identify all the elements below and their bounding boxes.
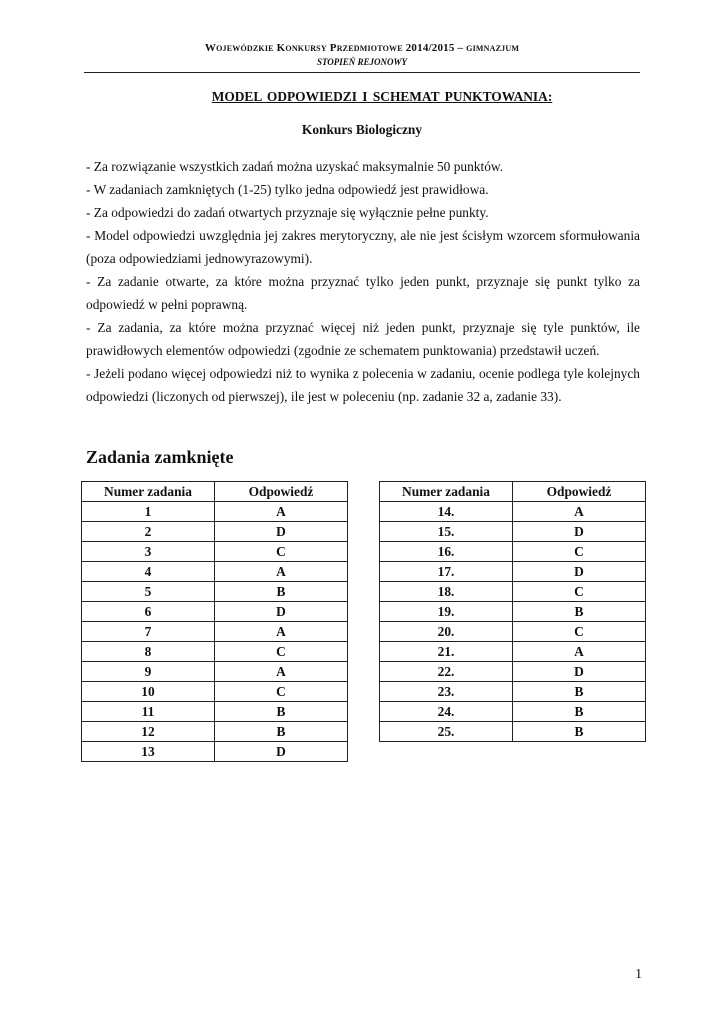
task-number-cell: 18.: [380, 582, 513, 602]
answer-cell: B: [513, 602, 646, 622]
task-number-cell: 1: [82, 502, 215, 522]
task-number-cell: 15.: [380, 522, 513, 542]
header-part: W: [204, 42, 217, 54]
table-row: [380, 502, 646, 522]
table-row: [82, 542, 348, 562]
table-row: [380, 722, 646, 742]
table-row: [82, 582, 348, 602]
answer-cell: D: [215, 522, 348, 542]
task-number-cell: 13: [82, 742, 215, 762]
task-number-cell: 9: [82, 662, 215, 682]
task-number-cell: 23.: [380, 682, 513, 702]
answer-cell: D: [513, 522, 646, 542]
task-number-cell: 17.: [380, 562, 513, 582]
table-row: [82, 522, 348, 542]
table-row: [82, 722, 348, 742]
answer-cell: B: [513, 702, 646, 722]
answer-cell: D: [215, 602, 348, 622]
rule-item: - Model odpowiedzi uwzględnia jej zakres merytoryczny, ale nie jest ścisłym wzorcem sformułowania (poza odpowiedziami jednowyrazowymi).: [86, 228, 640, 266]
answer-cell: C: [215, 642, 348, 662]
task-number-cell: 24.: [380, 702, 513, 722]
column-header: Numer zadania: [380, 482, 513, 502]
rules-list: [86, 155, 640, 408]
header-divider: [84, 72, 640, 73]
rule-item: - Za rozwiązanie wszystkich zadań można uzyskać maksymalnie 50 punktów.: [86, 159, 504, 174]
header-part: gimnazjum: [466, 42, 520, 54]
table-row: [82, 742, 348, 762]
answer-cell: C: [215, 542, 348, 562]
task-number-cell: 22.: [380, 662, 513, 682]
answer-cell: C: [513, 542, 646, 562]
task-number-cell: 11: [82, 702, 215, 722]
task-number-cell: 6: [82, 602, 215, 622]
answer-cell: A: [513, 502, 646, 522]
task-number-cell: 5: [82, 582, 215, 602]
header-part: K: [276, 42, 286, 54]
header-part: 2014/2015 –: [402, 42, 467, 54]
table-row: [82, 502, 348, 522]
task-number-cell: 14.: [380, 502, 513, 522]
answer-cell: B: [215, 582, 348, 602]
table-row: [82, 622, 348, 642]
task-number-cell: 19.: [380, 602, 513, 622]
task-number-cell: 12: [82, 722, 215, 742]
answer-cell: B: [215, 702, 348, 722]
task-number-cell: 7: [82, 622, 215, 642]
table-row: [380, 642, 646, 662]
answer-cell: C: [215, 682, 348, 702]
task-number-cell: 16.: [380, 542, 513, 562]
rule-item: - Jeżeli podano więcej odpowiedzi niż to wynika z polecenia w zadaniu, ocenie podlega tyle kolejnych odpowiedzi (liczonych od pierwszej), ile jest w poleceniu (np. zadanie 32 a, zadanie 33).: [86, 366, 640, 404]
answer-table-left: [81, 481, 348, 762]
column-header: Odpowiedź: [513, 482, 646, 502]
column-header: Numer zadania: [82, 482, 215, 502]
answer-cell: C: [513, 622, 646, 642]
answer-cell: A: [215, 562, 348, 582]
answer-cell: D: [513, 562, 646, 582]
answer-cell: B: [513, 682, 646, 702]
section-title: Zadania zamknięte: [86, 447, 234, 467]
table-row: [380, 622, 646, 642]
header-part: onkursy: [285, 42, 330, 54]
column-header: Odpowiedź: [215, 482, 348, 502]
document-title: MODEL ODPOWIEDZI I SCHEMAT PUNKTOWANIA:: [211, 89, 553, 104]
rule-item: - Za zadanie otwarte, za które można przyznać tylko jeden punkt, przyznaje się punkt tylko za odpowiedź w pełni poprawną.: [86, 274, 640, 312]
header-part: rzedmiotowe: [336, 42, 403, 54]
table-row: [380, 582, 646, 602]
table-body: [82, 502, 348, 762]
task-number-cell: 25.: [380, 722, 513, 742]
table-row: [380, 682, 646, 702]
table-header-row: [380, 482, 646, 502]
table-body: [380, 502, 646, 742]
answer-cell: A: [215, 502, 348, 522]
task-number-cell: 3: [82, 542, 215, 562]
answer-cell: A: [215, 662, 348, 682]
table-row: [82, 602, 348, 622]
table-row: [380, 702, 646, 722]
table-row: [380, 562, 646, 582]
table-row: [380, 542, 646, 562]
table-row: [380, 522, 646, 542]
task-number-cell: 10: [82, 682, 215, 702]
rule-item: - W zadaniach zamkniętych (1-25) tylko jedna odpowiedź jest prawidłowa.: [86, 182, 489, 197]
task-number-cell: 4: [82, 562, 215, 582]
answer-cell: D: [513, 662, 646, 682]
task-number-cell: 21.: [380, 642, 513, 662]
table-row: [82, 562, 348, 582]
answer-cell: D: [215, 742, 348, 762]
answer-cell: B: [513, 722, 646, 742]
rule-item: - Za zadania, za które można przyznać więcej niż jeden punkt, przyznaje się tyle punktów, ile prawidłowych elementów odpowiedzi (zgodnie ze schematem punktowania) przedstawił uczeń.: [86, 320, 640, 358]
header-part: ojewódzkie: [216, 42, 277, 54]
task-number-cell: 8: [82, 642, 215, 662]
table-row: [82, 682, 348, 702]
table-row: [82, 642, 348, 662]
page-number: 1: [635, 966, 642, 981]
answer-cell: C: [513, 582, 646, 602]
table-row: [82, 662, 348, 682]
table-row: [82, 702, 348, 722]
answer-cell: A: [215, 622, 348, 642]
rule-item: - Za odpowiedzi do zadań otwartych przyznaje się wyłącznie pełne punkty.: [86, 205, 489, 220]
table-row: [380, 662, 646, 682]
answer-cell: A: [513, 642, 646, 662]
task-number-cell: 2: [82, 522, 215, 542]
table-header-row: [82, 482, 348, 502]
task-number-cell: 20.: [380, 622, 513, 642]
answer-cell: B: [215, 722, 348, 742]
running-subheader: STOPIEŃ REJONOWY: [316, 57, 408, 67]
answer-table-right: [379, 481, 646, 742]
document-subtitle: Konkurs Biologiczny: [301, 122, 423, 137]
running-header: [84, 42, 640, 54]
header-part: P: [329, 42, 337, 54]
table-row: [380, 602, 646, 622]
